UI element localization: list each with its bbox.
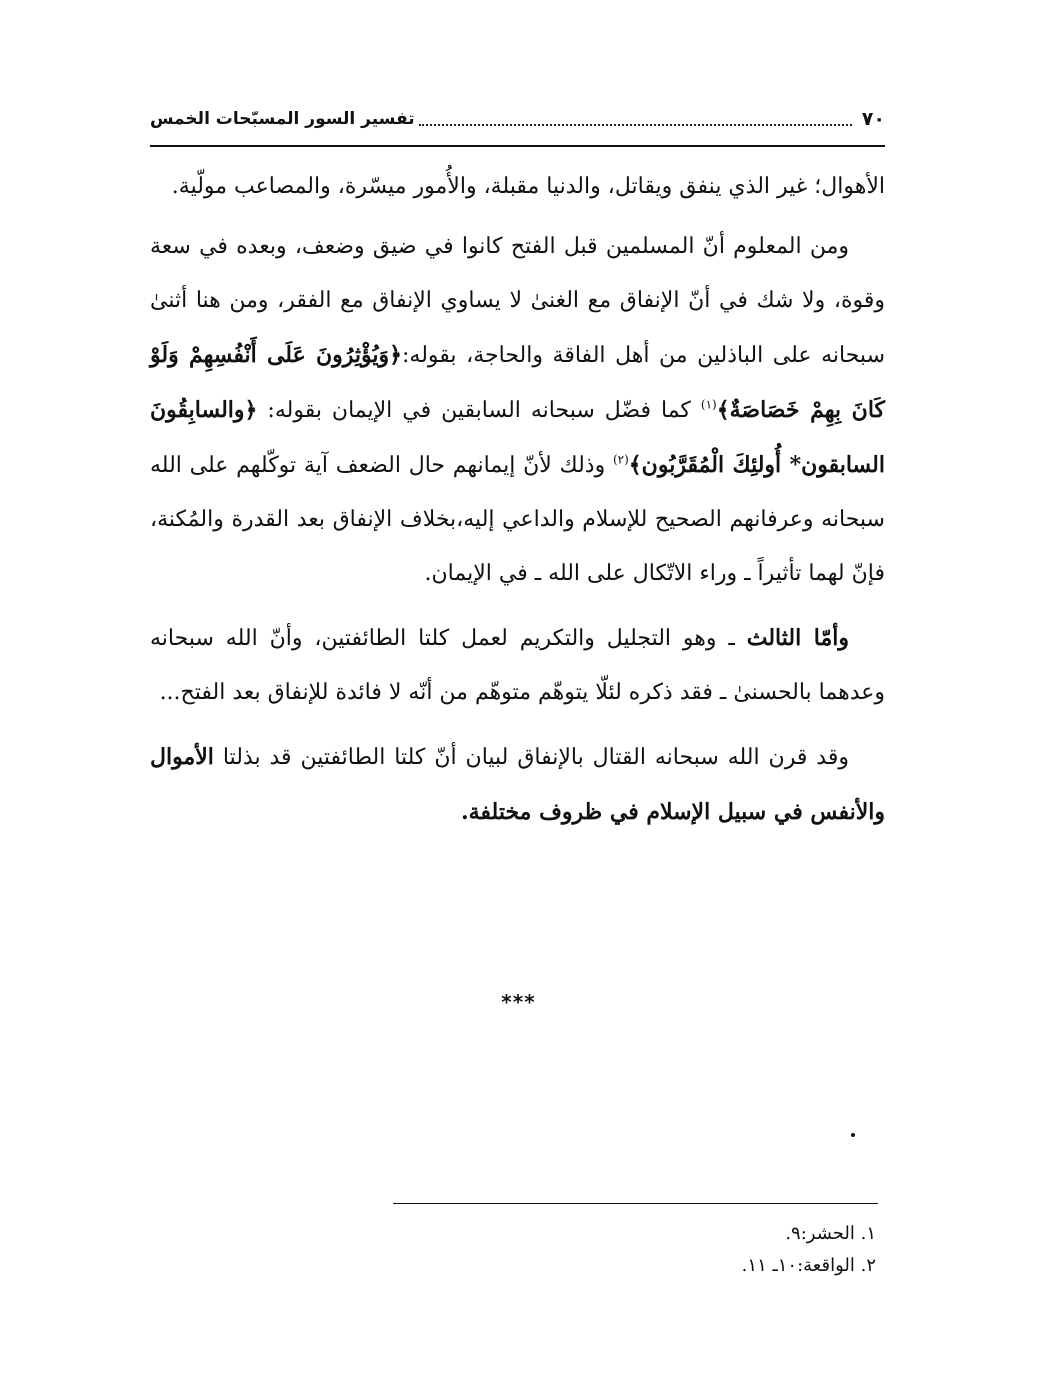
footnotes <box>600 1218 876 1282</box>
quran-verse-1: ﴿وَيُؤْثِرُونَ عَلَى أَنْفُسِهِمْ وَلَوْ كَانَ بِهِمْ خَصَاصَةٌ﴾ <box>150 342 886 423</box>
footnote-ref-1: (١) <box>700 397 717 412</box>
footnote-2: ٢. الواقعة:١٠ـ ١١. <box>741 1255 876 1276</box>
paragraph-2 <box>150 220 885 601</box>
footnote-rule <box>393 1203 878 1204</box>
paragraph-3-lead: وأمّا الثالث <box>746 625 849 651</box>
quran-verse-2: ﴿والسابِقُونَ السابقون* أُولئِكَ الْمُقَرَّبُون﴾ <box>150 397 885 478</box>
paragraph-1: الأهوال؛ غير الذي ينفق ويقاتل، والدنيا مقبلة، والأُمور ميسّرة، والمصاعب مولّية. <box>171 174 885 199</box>
paragraph-2-text-a: ومن المعلوم أنّ المسلمين قبل الفتح كانوا في ضيق وضعف، وبعده في سعة وقوة، ولا شك في أنّ الإنفاق مع الغنىٰ لا يساوي الإنفاق مع الفقر، ومن هنا أثنىٰ سبحانه على الباذلين من أهل الفاقة والحاجة، بقوله: <box>150 234 886 368</box>
page-number: ٧٠ <box>861 108 885 130</box>
header-rule <box>150 145 885 147</box>
footnote-ref-2: (٢) <box>612 452 629 467</box>
paragraph-3-text: ـ وهو التجليل والتكريم لعمل كلتا الطائفتين، وأنّ الله سبحانه وعدهما بالحسنىٰ ـ فقد ذكره لئلّا يتوهّم متوهّم من أنّه لا فائدة للإنفاق بعد الفتح... <box>150 626 885 705</box>
paragraph-4-text: وقد قرن الله سبحانه القتال بالإنفاق لبيان أنّ كلتا الطائفتين قد بذلتا <box>213 745 849 770</box>
paragraph-2-text-c: وذلك لأنّ إيمانهم حال الضعف آية توكّلهم على الله سبحانه وعرفانهم الصحيح للإسلام والداعي إليه،بخلاف الإنفاق بعد القدرة والمُكنة، فإنّ لهما تأثيراً ـ وراء الاتّكال على الله ـ في الإيمان. <box>150 453 885 586</box>
stray-dot <box>851 1133 855 1137</box>
paragraph-2-text-b: كما فضّل سبحانه السابقين في الإيمان بقوله: <box>257 398 701 423</box>
body-text <box>150 160 885 840</box>
section-divider: *** <box>501 990 536 1014</box>
footnote-1: ١. الحشر:٩. <box>785 1223 876 1244</box>
paragraph-3 <box>150 611 885 720</box>
page-header <box>150 104 885 134</box>
paragraph-4 <box>150 730 885 840</box>
running-title: تفسير السور المسبّحات الخمس <box>150 109 415 129</box>
paragraph-4-bold-text: الأموال والأنفس في سبيل الإسلام في ظروف مختلفة. <box>150 744 885 825</box>
header-dot-leader <box>419 124 852 126</box>
